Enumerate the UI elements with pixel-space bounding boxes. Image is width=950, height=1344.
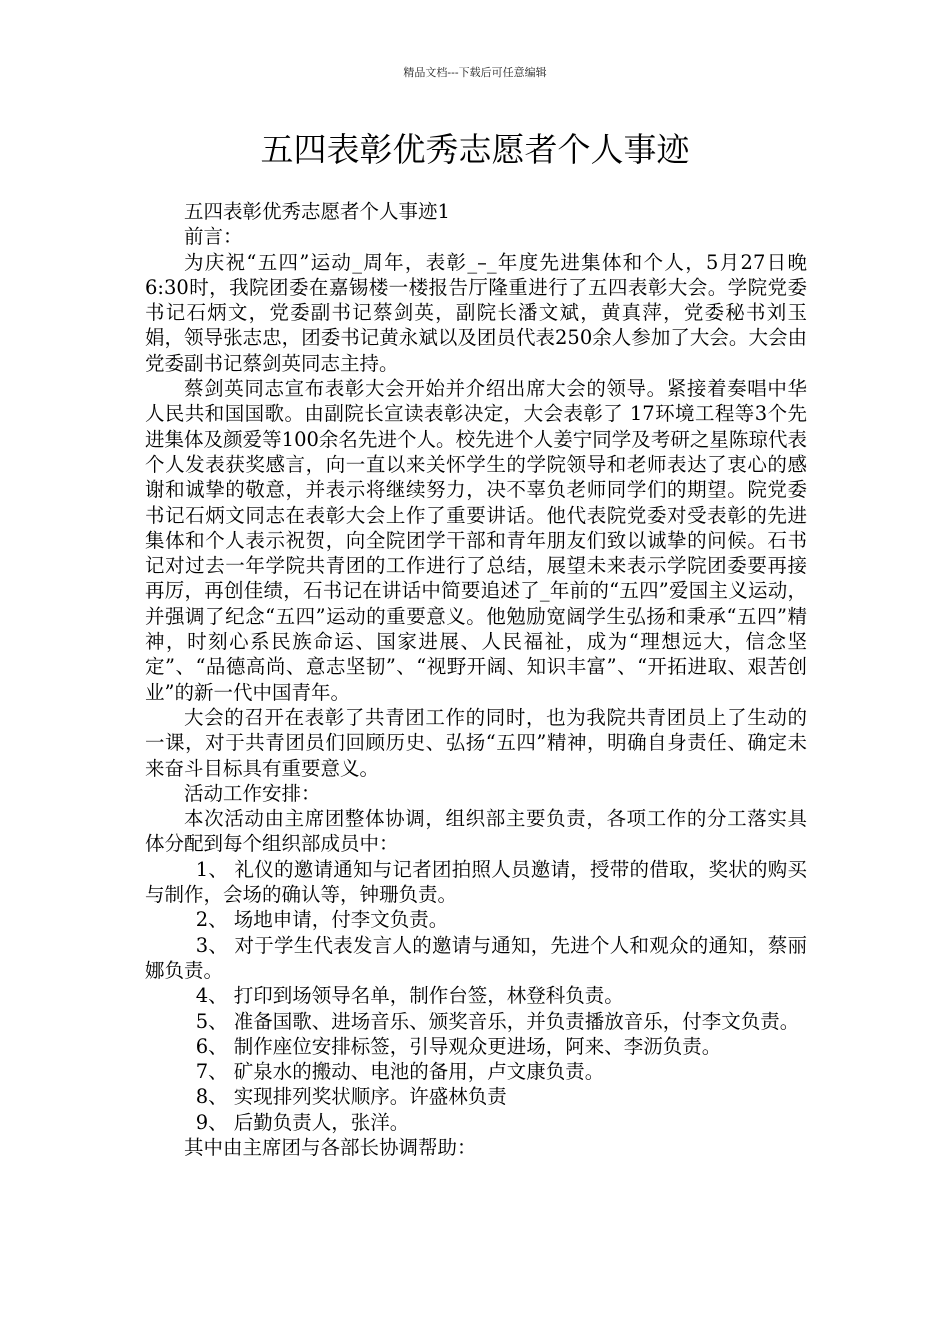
paragraph: 蔡剑英同志宣布表彰大会开始并介绍出席大会的领导。紧接着奏唱中华人民共和国国歌。由副院长宣读表彰决定，大会表彰了 17环境工程等3个先进集体及颜爱等100余名先进个人。校先进个人姜宁同学及考研之星陈琼代表个人发表获奖感言，向一直以来关怀学生的学院领导和老师表达了衷心的感谢和诚挚的敬意，并表示将继续努力，决不辜负老师同学们的期望。院党委书记石炳文同志在表彰大会上作了重要讲话。他代表院党委对受表彰的先进集体和个人表示祝贺，向全院团学干部和青年朋友们致以诚挚的问候。石书记对过去一年学院共青团的工作进行了总结，展望未来表示学院团委要再接再厉，再创佳绩，石书记在讲话中简要追述了_年前的“五四”爱国主义运动，并强调了纪念“五四”运动的重要意义。他勉励宽阔学生弘扬和秉承“五四”精神，时刻心系民族命运、国家进展、人民福祉，成为“理想远大，信念坚定”、“品德高尚、意志坚韧”、“视野开阔、知识丰富”、“开拓进取、艰苦创业”的新一代中国青年。 <box>145 377 807 704</box>
list-item: 7、 矿泉水的搬动、电池的备用，卢文康负责。 <box>195 1060 605 1084</box>
list-item: 4、 打印到场领导名单，制作台签，林登科负责。 <box>195 984 624 1008</box>
list-item: 9、 后勤负责人，张洋。 <box>195 1110 410 1134</box>
document-body <box>145 199 807 1160</box>
paragraph: 大会的召开在表彰了共青团工作的同时，也为我院共青团员上了生动的一课，对于共青团员们回顾历史、弘扬“五四”精神，明确自身责任、确定未来奋斗目标具有重要意义。 <box>145 705 807 780</box>
paragraph: 五四表彰优秀志愿者个人事迹1 <box>184 200 450 223</box>
list-item: 8、 实现排列奖状顺序。许盛林负责 <box>195 1085 507 1109</box>
list-item: 2、 场地申请，付李文负责。 <box>195 908 449 932</box>
paragraph: 其中由主席团与各部长协调帮助： <box>184 1135 477 1159</box>
list-item: 5、 准备国歌、进场音乐、颁奖音乐，并负责播放音乐，付李文负责。 <box>195 1009 800 1033</box>
header-note: 精品文档---下载后可任意编辑 <box>403 66 547 79</box>
list-item: 3、 对于学生代表发言人的邀请与通知，先进个人和观众的通知，蔡丽娜负责。 <box>145 933 807 982</box>
paragraph: 本次活动由主席团整体协调，组织部主要负责，各项工作的分工落实具体分配到每个组织部成员中： <box>145 807 807 856</box>
list-item: 6、 制作座位安排标签，引导观众更进场，阿来、李沥负责。 <box>195 1034 722 1058</box>
paragraph: 前言： <box>184 225 243 249</box>
document-title: 五四表彰优秀志愿者个人事迹 <box>260 130 690 169</box>
paragraph: 活动工作安排： <box>184 781 321 805</box>
paragraph: 为庆祝“五四”运动_周年，表彰_–_年度先进集体和个人，5月27日晚6:30时，我院团委在嘉锡楼一楼报告厅隆重进行了五四表彰大会。学院党委书记石炳文，党委副书记蔡剑英，副院长潘文斌，黄真萍，党委秘书刘玉娟，领导张志忠，团委书记黄永斌以及团员代表250余人参加了大会。大会由党委副书记蔡剑英同志主持。 <box>145 250 807 375</box>
list-item: 1、 礼仪的邀请通知与记者团拍照人员邀请，授带的借取，奖状的购买与制作，会场的确认等，钟珊负责。 <box>145 857 807 907</box>
